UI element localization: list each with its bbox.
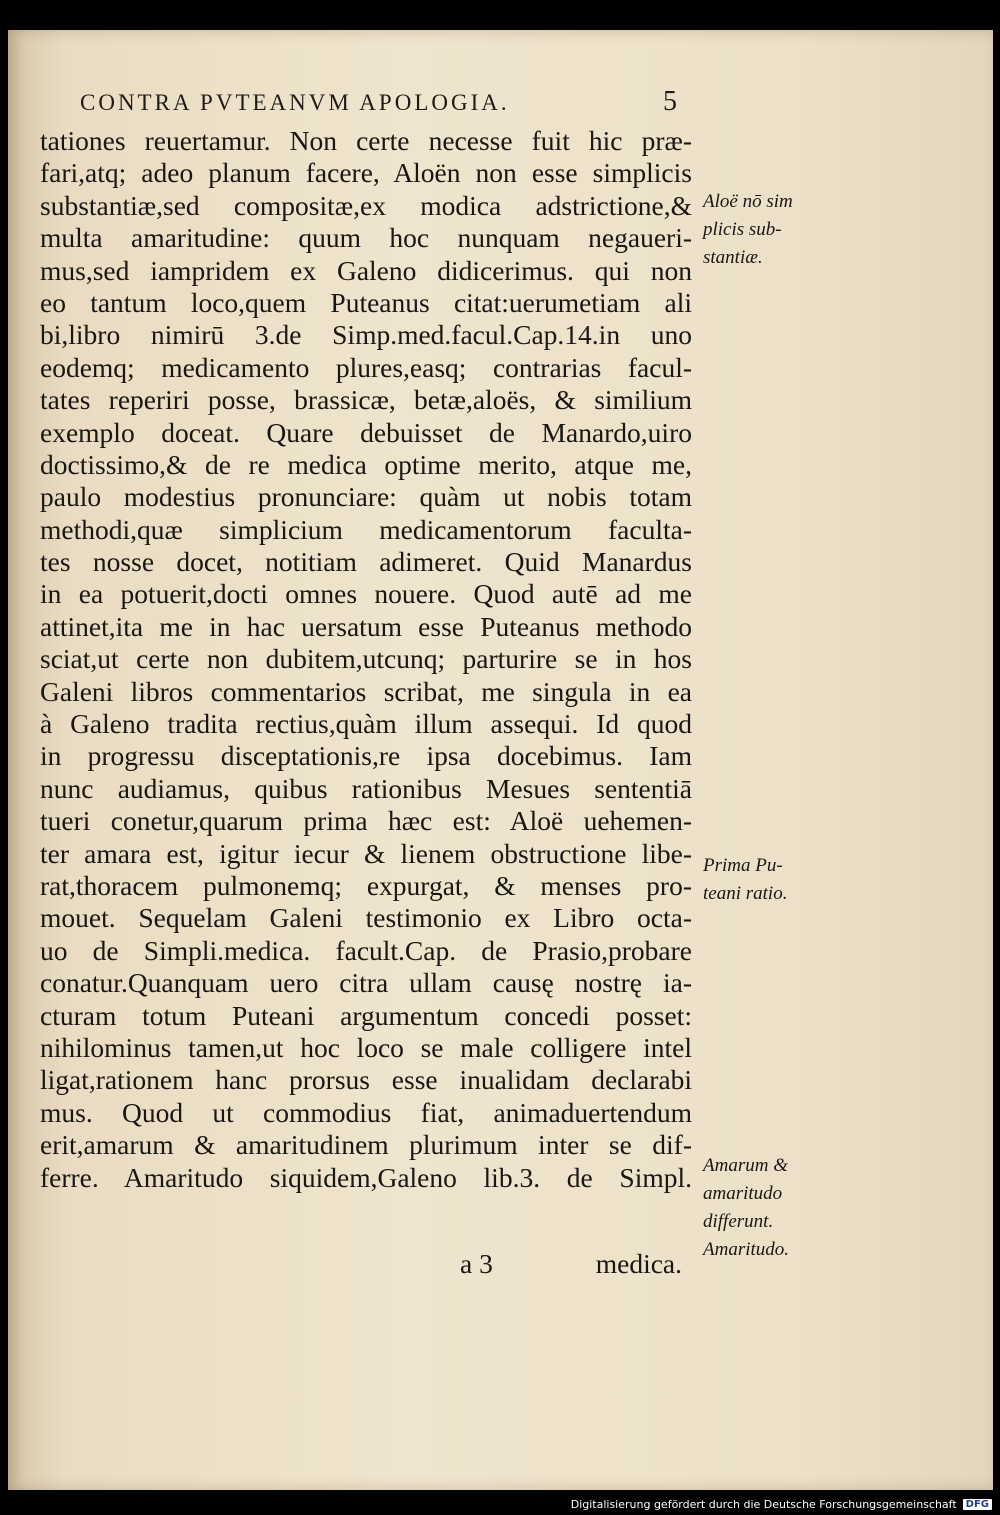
text-line: mus. Quod ut commodius fiat, animaduertendum [40, 1096, 692, 1128]
text-line: paulo modestius pronunciare: quàm ut nobis totam [40, 481, 692, 513]
marginal-note-amarum [703, 1152, 813, 1264]
credit-text: Digitalisierung gefördert durch die Deutsche Forschungsgemeinschaft [570, 1498, 957, 1511]
text-line: uo de Simpli.medica. facult.Cap. de Prasio,probare [40, 934, 692, 966]
text-line: methodi,quæ simplicium medicamentorum faculta- [40, 513, 692, 545]
text-line: mus,sed iampridem ex Galeno didicerimus. qui non [40, 254, 692, 286]
text-line: à Galeno tradita rectius,quàm illum assequi. Id quod [40, 708, 692, 740]
marginal-note-prima-ratio [703, 852, 813, 908]
text-line: erit,amarum & amaritudinem plurimum inter se dif- [40, 1129, 692, 1161]
page-footer [40, 1248, 692, 1282]
text-line: nihilominus tamen,ut hoc loco se male colligere intel [40, 1031, 692, 1063]
text-line: ligat,rationem hanc prorsus esse inualidam declarabi [40, 1064, 692, 1096]
body-text [40, 125, 692, 1194]
text-line: eo tantum loco,quem Puteanus citat:uerumetiam ali [40, 286, 692, 318]
text-line: substantiæ,sed compositæ,ex modica adstrictione,& [40, 189, 692, 221]
text-line: in ea potuerit,docti omnes nouere. Quod autē ad me [40, 578, 692, 610]
text-line: tes nosse docet, notitiam adimeret. Quid Manardus [40, 546, 692, 578]
marginal-line: Aloë nō sim [703, 191, 793, 212]
text-line: tationes reuertamur. Non certe necesse fuit hic præ- [40, 125, 692, 156]
marginal-line: Prima Pu- [703, 855, 783, 876]
text-line: eodemq; medicamento plures,easq; contrarias facul- [40, 351, 692, 383]
text-line: exemplo doceat. Quare debuisset de Manardo,uiro [40, 416, 692, 448]
running-head [80, 86, 680, 118]
text-line: ter amara est, igitur iecur & lienem obstructione libe- [40, 837, 692, 869]
text-line: sciat,ut certe non dubitem,utcunq; parturire se in hos [40, 643, 692, 675]
text-line: fari,atq; adeo planum facere, Aloën non esse simplicis [40, 157, 692, 189]
text-line: rat,thoracem pulmonemq; expurgat, & menses pro- [40, 869, 692, 901]
text-line: tueri conetur,quarum prima hæc est: Aloë uehemen- [40, 805, 692, 837]
marginal-line: Amaritudo. [703, 1239, 790, 1260]
text-line: attinet,ita me in hac uersatum esse Puteanus methodo [40, 610, 692, 642]
marginal-line: teani ratio. [703, 883, 788, 904]
signature-mark: a 3 [460, 1248, 493, 1279]
marginal-line: amaritudo [703, 1183, 783, 1204]
marginal-line: plicis sub- [703, 219, 782, 240]
text-line: multa amaritudine: quum hoc nunquam negaueri- [40, 222, 692, 254]
dfg-logo: DFG [963, 1499, 992, 1510]
marginal-line: differunt. [703, 1211, 774, 1232]
text-line: nunc audiamus, quibus rationibus Mesues sententiā [40, 772, 692, 804]
text-line: conatur.Quanquam uero citra ullam causę nostrę ia- [40, 967, 692, 999]
text-line: bi,libro nimirū 3.de Simp.med.facul.Cap.14.in uno [40, 319, 692, 351]
marginal-line: stantiæ. [703, 247, 763, 268]
running-title: CONTRA PVTEANVM APOLOGIA. [80, 90, 510, 115]
catchword: medica. [595, 1248, 682, 1279]
text-line: in progressu disceptationis,re ipsa docebimus. Iam [40, 740, 692, 772]
page-number: 5 [663, 86, 680, 117]
text-line: ferre. Amaritudo siquidem,Galeno lib.3. de Simpl. [40, 1161, 692, 1193]
marginal-line: Amarum & [703, 1155, 788, 1176]
text-line: mouet. Sequelam Galeni testimonio ex Libro octa- [40, 902, 692, 934]
text-line: Galeni libros commentarios scribat, me singula in ea [40, 675, 692, 707]
text-line: cturam totum Puteani argumentum concedi posset: [40, 999, 692, 1031]
text-line: doctissimo,& de re medica optime merito, atque me, [40, 448, 692, 480]
text-line: tates reperiri posse, brassicæ, betæ,aloës, & similium [40, 384, 692, 416]
digitization-credit [571, 1498, 992, 1511]
marginal-note-aloe [703, 188, 813, 272]
